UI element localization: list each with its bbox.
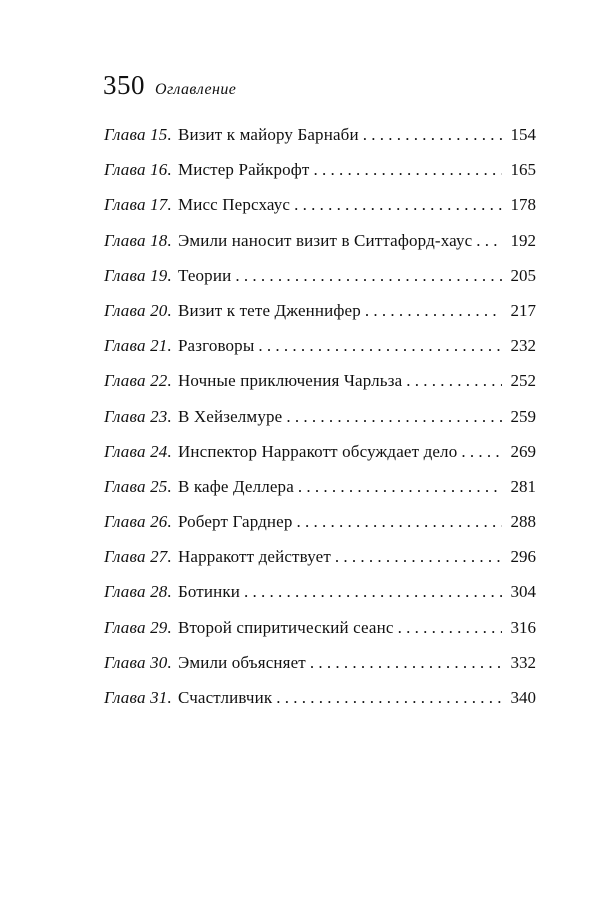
page-reference: 252	[510, 371, 536, 391]
chapter-label: Глава 26.	[104, 512, 172, 532]
toc-entry	[104, 231, 536, 266]
chapter-label: Глава 15.	[104, 125, 172, 144]
chapter-label: Глава 27.	[104, 547, 172, 567]
chapter-label: Глава 21.	[104, 336, 172, 356]
chapter-label: Глава 29.	[104, 617, 172, 637]
chapter-label: Глава 23.	[104, 406, 172, 426]
toc-entry	[104, 160, 536, 195]
toc-entry	[104, 582, 536, 617]
toc-entry	[104, 371, 536, 406]
chapter-title: Роберт Гарднер	[177, 512, 293, 532]
page-reference: 205	[510, 265, 536, 285]
chapter-label: Глава 20.	[104, 300, 172, 320]
page-reference: 217	[510, 300, 536, 320]
chapter-title: Счастливчик	[177, 688, 273, 707]
page-reference: 269	[510, 441, 536, 461]
dot-leader	[244, 582, 502, 602]
dot-leader	[298, 477, 502, 497]
dot-leader	[276, 688, 502, 708]
chapter-label: Глава 25.	[104, 476, 172, 496]
page-reference: 304	[510, 582, 536, 602]
dot-leader	[476, 231, 502, 251]
chapter-label: Глава 30.	[104, 652, 172, 672]
dot-leader	[310, 653, 502, 673]
toc-entry	[104, 547, 536, 582]
chapter-title: Нарракотт действует	[177, 547, 331, 567]
chapter-title: Ботинки	[177, 582, 241, 602]
chapter-title: Визит к тете Дженнифер	[177, 300, 361, 320]
chapter-title: Эмили наносит визит в Ситтафорд-хаус	[177, 230, 473, 250]
dot-leader	[363, 125, 502, 145]
page-reference: 316	[510, 617, 536, 637]
toc-entry	[104, 688, 536, 723]
toc-entry	[104, 301, 536, 336]
dot-leader	[335, 547, 502, 567]
chapter-title: В кафе Деллера	[177, 476, 294, 496]
chapter-title: Эмили объясняет	[177, 652, 306, 672]
chapter-title: Мисс Персхаус	[177, 195, 291, 215]
page-number: 350	[103, 70, 145, 100]
dot-leader	[258, 336, 502, 356]
toc-entry	[104, 477, 536, 512]
page-reference: 165	[510, 160, 536, 180]
dot-leader	[297, 512, 502, 532]
toc-entry	[104, 653, 536, 688]
page-reference: 340	[510, 688, 536, 707]
page-reference: 232	[510, 336, 536, 356]
page-reference: 332	[510, 652, 536, 672]
chapter-title: Второй спиритический сеанс	[177, 617, 394, 637]
toc-entry	[104, 125, 536, 160]
page-reference: 288	[510, 512, 536, 532]
page-reference: 192	[510, 230, 536, 250]
toc-entry	[104, 266, 536, 301]
chapter-label: Глава 16.	[104, 160, 172, 180]
toc-entry	[104, 195, 536, 230]
dot-leader	[314, 160, 503, 180]
chapter-label: Глава 18.	[104, 230, 172, 250]
page-reference: 296	[510, 547, 536, 567]
dot-leader	[406, 371, 502, 391]
chapter-title: Разговоры	[177, 336, 255, 356]
dot-leader	[365, 301, 502, 321]
toc-entry	[104, 407, 536, 442]
dot-leader	[235, 266, 502, 286]
toc-entry	[104, 512, 536, 547]
chapter-label: Глава 24.	[104, 441, 172, 461]
chapter-label: Глава 19.	[104, 265, 172, 285]
chapter-title: Мистер Райкрофт	[177, 160, 310, 180]
toc-entry	[104, 442, 536, 477]
chapter-title: Ночные приключения Чарльза	[177, 371, 403, 391]
dot-leader	[294, 195, 502, 215]
table-of-contents	[104, 125, 536, 723]
section-title: Оглавление	[155, 81, 237, 98]
dot-leader	[286, 407, 502, 427]
chapter-label: Глава 17.	[104, 195, 172, 215]
chapter-title: Теории	[177, 265, 232, 285]
chapter-title: Визит к майору Барнаби	[177, 125, 359, 144]
chapter-label: Глава 22.	[104, 371, 172, 391]
toc-entry	[104, 618, 536, 653]
page-reference: 259	[510, 406, 536, 426]
chapter-title: Инспектор Нарракотт обсуждает дело	[177, 441, 458, 461]
page-reference: 281	[510, 476, 536, 496]
dot-leader	[461, 442, 502, 462]
dot-leader	[398, 618, 502, 638]
chapter-label: Глава 31.	[104, 688, 172, 707]
toc-entry	[104, 336, 536, 371]
page-reference: 178	[510, 195, 536, 215]
chapter-label: Глава 28.	[104, 582, 172, 602]
chapter-title: В Хейзелмуре	[177, 406, 283, 426]
page-reference: 154	[510, 125, 536, 144]
running-head	[103, 70, 236, 101]
